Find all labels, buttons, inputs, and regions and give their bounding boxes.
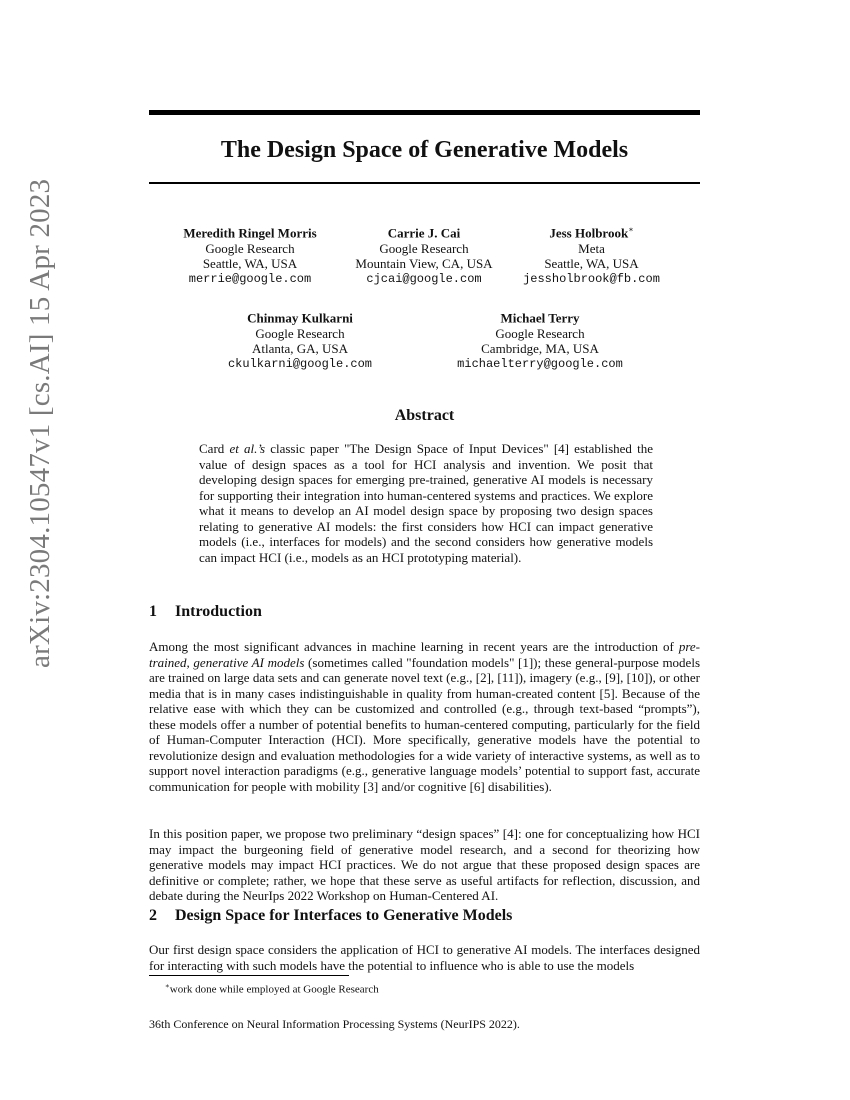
- author-name: [205, 307, 395, 326]
- abstract-text-italic: et al.’s: [229, 441, 266, 456]
- conference-note: 36th Conference on Neural Information Processing Systems (NeurIPS 2022).: [149, 1017, 520, 1031]
- author-location: Cambridge, MA, USA: [481, 341, 599, 357]
- footnote-rule: [149, 975, 349, 976]
- footnote-mark: ∗: [165, 982, 170, 990]
- author-location: Seattle, WA, USA: [544, 256, 639, 272]
- title-top-rule: [149, 110, 700, 115]
- footnote: [165, 980, 379, 997]
- author-affiliation: Meta: [578, 240, 605, 256]
- author-affiliation: Google Research: [495, 325, 585, 341]
- author-name-text: Michael Terry: [500, 310, 580, 326]
- abstract-text-start: Card: [199, 441, 230, 456]
- author-email[interactable]: merrie@google.com: [188, 271, 312, 286]
- author-name: [160, 222, 340, 241]
- author-name-text: Chinmay Kulkarni: [247, 310, 353, 326]
- author-affiliation: Google Research: [205, 240, 295, 256]
- author-block: [500, 222, 683, 287]
- author-name: [339, 222, 509, 241]
- section-heading-design-space: [149, 906, 512, 926]
- author-name-text: Jess Holbrook: [549, 225, 629, 241]
- author-block: [160, 222, 340, 287]
- author-block: [205, 307, 395, 372]
- author-affiliation: Google Research: [255, 325, 345, 341]
- author-block: [339, 222, 509, 287]
- author-location: Seattle, WA, USA: [202, 256, 298, 272]
- author-name: [440, 307, 640, 326]
- author-email[interactable]: jessholbrook@fb.com: [523, 271, 660, 286]
- arxiv-identifier-stamp: arXiv:2304.10547v1 [cs.AI] 15 Apr 2023: [24, 178, 56, 668]
- section-number: 1: [149, 603, 157, 620]
- title-bottom-rule: [149, 182, 700, 184]
- section-title: Introduction: [175, 603, 262, 620]
- paper-title: The Design Space of Generative Models: [220, 137, 629, 163]
- abstract-text-rest: classic paper "The Design Space of Input Devices" [4] established the value of design spaces as a tool for HCI analysis and invention. We posit that developing design spaces for emerging pre-trained, generative AI models is necessary for supporting their integration into human-centered systems and practices. We explore what it means to develop an AI model design space by proposing two design spaces relating to generative AI models: the first considers how HCI can impact generative models (i.e., interfaces for models) and the second considers how generative models can impact HCI (i.e., models as an HCI prototyping material).: [199, 441, 653, 565]
- paragraph-text: Among the most significant advances in machine learning in recent years are the introduction of: [149, 639, 679, 654]
- design-space-paragraph: [149, 942, 700, 973]
- author-footnote-mark[interactable]: ∗: [628, 225, 634, 234]
- author-block: [440, 307, 640, 372]
- introduction-paragraph: [149, 639, 700, 794]
- author-location: Mountain View, CA, USA: [355, 256, 493, 272]
- author-email[interactable]: cjcai@google.com: [366, 271, 482, 286]
- author-name-text: Carrie J. Cai: [387, 225, 461, 241]
- abstract-heading: Abstract: [394, 407, 455, 424]
- section-heading-introduction: [149, 602, 262, 622]
- paragraph-text: Our first design space considers the application of HCI to generative AI models. The interfaces designed for interacting with such models have the potential to influence who is able to use the models: [149, 942, 700, 973]
- author-email[interactable]: ckulkarni@google.com: [227, 356, 373, 371]
- author-affiliation: Google Research: [379, 240, 469, 256]
- author-email[interactable]: michaelterry@google.com: [457, 356, 623, 371]
- section-title: Design Space for Interfaces to Generative Models: [175, 907, 513, 924]
- paragraph-italic-term: pre-trained, generative AI models: [149, 639, 700, 670]
- author-location: Atlanta, GA, USA: [251, 341, 349, 357]
- section-number: 2: [149, 907, 157, 924]
- abstract-text: [199, 441, 653, 565]
- paragraph-text: In this position paper, we propose two preliminary “design spaces” [4]: one for conceptualizing how HCI may impact the burgeoning field of generative model research, and a second for theorizing how generative models may impact HCI practices. We do not argue that these proposed design spaces are definitive or complete; rather, we hope that these serve as useful artifacts for reflection, discussion, and debate during the NeurIps 2022 Workshop on Human-Centered AI.: [149, 826, 700, 903]
- paragraph-text-rest: (sometimes called "foundation models" [1]); these general-purpose models are trained on large data sets and can generate novel text (e.g., [2], [11]), imagery (e.g., [9], [10]), or other media that is in many cases indistinguishable in quality from human-created content [5]. Because of the relative ease with which they can be customized and controlled (e.g., through text-based “prompts”), these models offer a number of potential benefits to human-centered computing, particularly for the field of Human-Computer Interaction (HCI). More specifically, generative models have the potential to revolutionize design and evaluation methodologies for a wide variety of interactive systems, as well as to support novel interaction paradigms (e.g., generative language models’ potential to support fast, accurate communication for people with mobility [3] and/or cognitive [6] disabilities).: [149, 654, 701, 794]
- footnote-text: work done while employed at Google Research: [169, 983, 379, 996]
- introduction-paragraph: [149, 826, 700, 904]
- author-name: [500, 222, 683, 241]
- author-name-text: Meredith Ringel Morris: [183, 225, 317, 241]
